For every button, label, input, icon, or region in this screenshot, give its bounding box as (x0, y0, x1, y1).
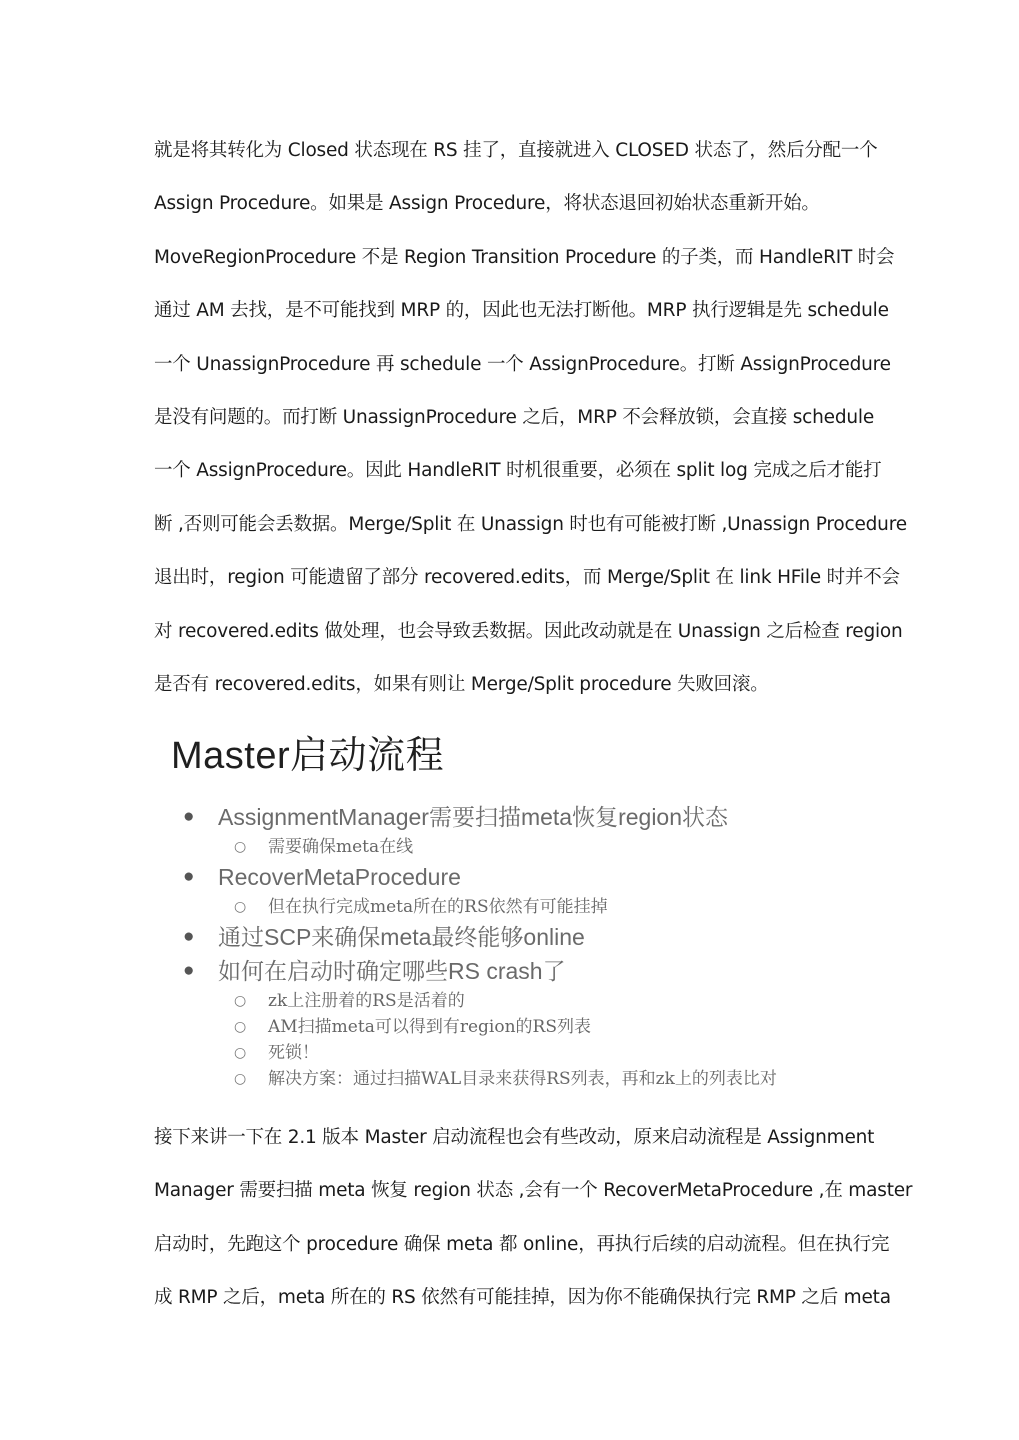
bullet-circle-icon: ○ (234, 1045, 247, 1061)
slide-bullet-list (180, 800, 880, 1092)
paragraph-line: 退出时，region 可能遗留了部分 recovered.edits，而 Merge/Split 在 link HFile 时并不会 (154, 567, 900, 589)
bullet-item (180, 860, 880, 894)
paragraph-line: 一个 AssignProcedure。因此 HandleRIT 时机很重要，必须在 split log 完成之后才能打 (154, 460, 882, 482)
paragraph-line: 是否有 recovered.edits，如果有则让 Merge/Split procedure 失败回滚。 (154, 673, 769, 695)
bullet-dot-icon: ● (183, 866, 195, 887)
bullet-circle-icon: ○ (234, 1071, 247, 1087)
bullet-circle-icon: ○ (234, 839, 247, 855)
intro-paragraph (154, 124, 907, 711)
sub-bullet-text: AM扫描meta可以得到有region的RS列表 (268, 1017, 591, 1037)
paragraph-line: Manager 需要扫描 meta 恢复 region 状态 ,会有一个 RecoverMetaProcedure ,在 master (154, 1180, 913, 1202)
sub-bullet-text: zk上注册着的RS是活着的 (268, 991, 465, 1011)
paragraph-line: 启动时，先跑这个 procedure 确保 meta 都 online，再执行后续的启动流程。但在执行完 (154, 1233, 890, 1255)
bullet-item (180, 954, 880, 988)
paragraph-line: 断 ,否则可能会丢数据。Merge/Split 在 Unassign 时也有可能被打断 ,Unassign Procedure (154, 513, 907, 535)
outro-paragraph (154, 1111, 913, 1325)
paragraph-line: 接下来讲一下在 2.1 版本 Master 启动流程也会有些改动，原来启动流程是 Assignment (154, 1127, 875, 1148)
paragraph-line: 是没有问题的。而打断 UnassignProcedure 之后，MRP 不会释放锁，会直接 schedule (154, 406, 875, 428)
bullet-item (180, 800, 880, 834)
sub-bullet-item (180, 988, 880, 1014)
sub-bullet-text: 死锁！ (268, 1043, 319, 1063)
paragraph-line: 成 RMP 之后，meta 所在的 RS 依然有可能挂掉，因为你不能确保执行完 RMP 之后 meta (154, 1287, 891, 1309)
sub-bullet-item (180, 1066, 880, 1092)
bullet-dot-icon: ● (183, 926, 195, 947)
sub-bullet-item (180, 1040, 880, 1066)
bullet-text: 通过SCP来确保meta最终能够online (218, 924, 585, 950)
sub-bullet-item (180, 1014, 880, 1040)
sub-bullet-text: 解决方案：通过扫描WAL目录来获得RS列表，再和zk上的列表比对 (268, 1069, 777, 1089)
bullet-circle-icon: ○ (234, 899, 247, 915)
bullet-text: 如何在启动时确定哪些RS crash了 (218, 958, 566, 984)
bullet-circle-icon: ○ (234, 1019, 247, 1035)
bullet-item (180, 920, 880, 954)
bullet-text: AssignmentManager需要扫描meta恢复region状态 (218, 804, 729, 830)
sub-bullet-item (180, 894, 880, 920)
paragraph-line: 一个 UnassignProcedure 再 schedule 一个 AssignProcedure。打断 AssignProcedure (154, 353, 891, 375)
bullet-text: RecoverMetaProcedure (218, 864, 461, 890)
sub-bullet-text: 需要确保meta在线 (268, 837, 414, 857)
paragraph-line: 通过 AM 去找，是不可能找到 MRP 的，因此也无法打断他。MRP 执行逻辑是先 schedule (154, 300, 889, 322)
paragraph-line: Assign Procedure。如果是 Assign Procedure，将状态退回初始状态重新开始。 (154, 193, 820, 215)
sub-bullet-item (180, 834, 880, 860)
paragraph-line: MoveRegionProcedure 不是 Region Transition Procedure 的子类，而 HandleRIT 时会 (154, 246, 895, 268)
bullet-circle-icon: ○ (234, 993, 247, 1009)
sub-bullet-text: 但在执行完成meta所在的RS依然有可能挂掉 (268, 897, 608, 917)
bullet-dot-icon: ● (183, 806, 195, 827)
paragraph-line: 对 recovered.edits 做处理，也会导致丢数据。因此改动就是在 Unassign 之后检查 region (154, 620, 903, 642)
slide-title: Master启动流程 (171, 735, 445, 777)
bullet-dot-icon: ● (183, 960, 195, 981)
paragraph-line: 就是将其转化为 Closed 状态现在 RS 挂了，直接就进入 CLOSED 状态了，然后分配一个 (154, 140, 878, 161)
